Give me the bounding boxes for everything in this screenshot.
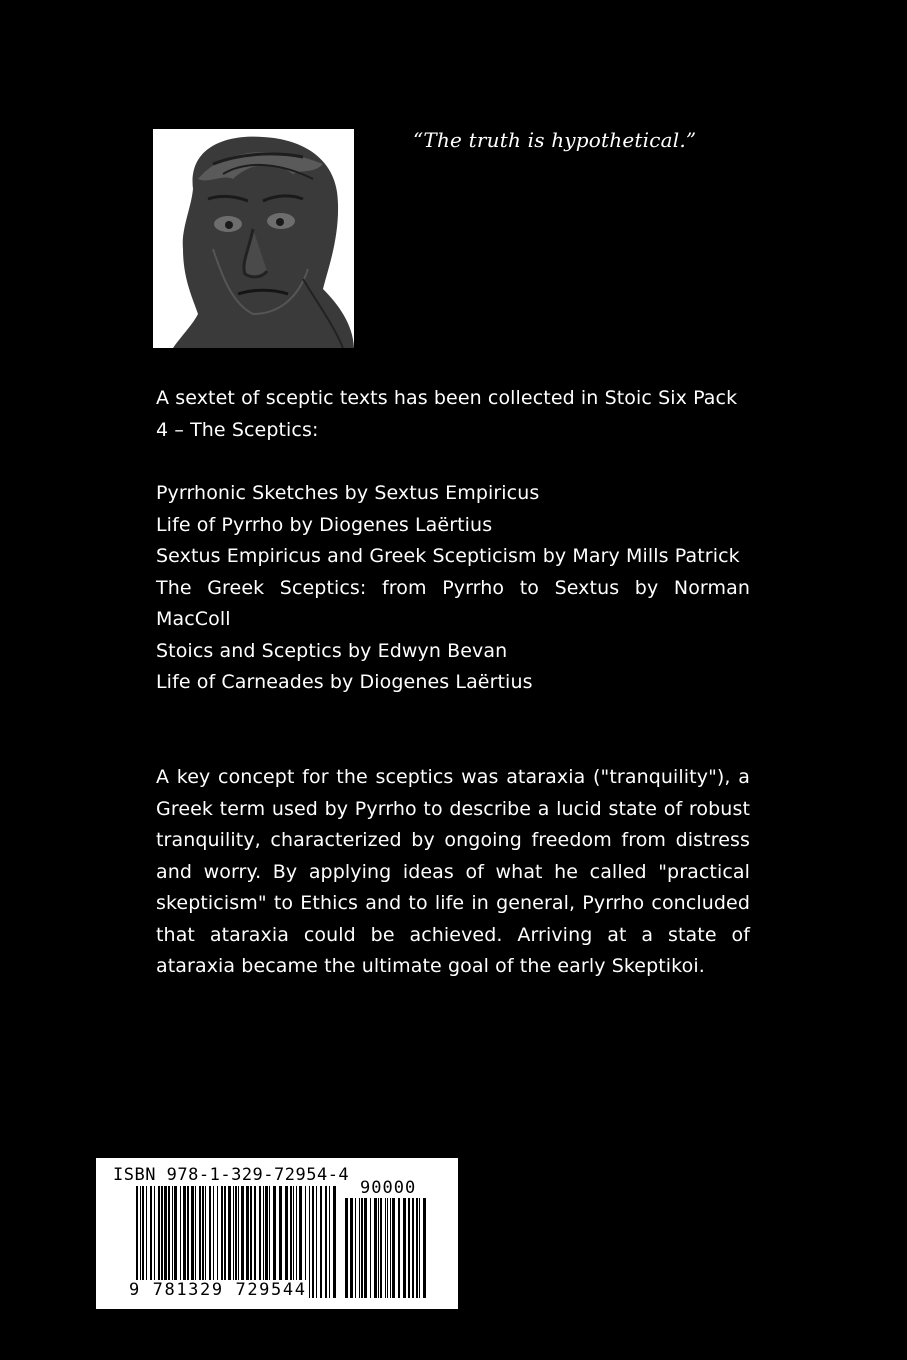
book-list [156, 478, 750, 699]
intro-text: A sextet of sceptic texts has been collected in Stoic Six Pack 4 – The Sceptics: [156, 387, 738, 441]
barcode-bar [374, 1198, 377, 1298]
price-code: 90000 [360, 1178, 417, 1198]
barcode-bar [309, 1186, 310, 1298]
ean-digits-text: 9 781329 729544 [129, 1280, 307, 1300]
barcode-bar [329, 1186, 330, 1298]
barcode-bar [385, 1198, 386, 1298]
barcode-bar [350, 1198, 353, 1298]
barcode-bar [403, 1198, 406, 1298]
barcode-bar [378, 1198, 379, 1298]
barcode-bar [333, 1186, 336, 1298]
barcode-bar [412, 1198, 414, 1298]
barcode-bar [423, 1198, 426, 1298]
book-list-item: Sextus Empiricus and Greek Scepticism by Mary Mills Patrick [156, 545, 740, 567]
barcode-bar [390, 1198, 391, 1298]
book-list-item: Pyrrhonic Sketches by Sextus Empiricus [156, 482, 540, 504]
quote-text: “The truth is hypothetical.” [413, 128, 697, 152]
addon-barcode-bars [345, 1198, 429, 1298]
book-list-item: Life of Pyrrho by Diogenes Laërtius [156, 513, 493, 536]
isbn-label: ISBN 978-1-329-72954-4 [113, 1165, 350, 1185]
barcode-bar [419, 1198, 420, 1298]
book-list-item: Life of Carneades by Diogenes Laërtius [156, 671, 533, 693]
barcode-bar [392, 1198, 395, 1298]
barcode-bar [380, 1198, 382, 1298]
barcode-bar [408, 1198, 410, 1298]
description-paragraph: A key concept for the sceptics was ataraxia ("tranquility"), a Greek term used by Pyrrho to describe a lucid state of robust tranquility, characterized by ongoing freedom from distress and worry. By applying ideas of what he called "practical skepticism" to Ethics and to life in general, Pyrrho concluded that ataraxia could be achieved. Arriving at a state of ataraxia became the ultimate goal of the early Skeptikoi. [156, 766, 750, 977]
barcode-bar [416, 1198, 418, 1298]
barcode-bar [325, 1186, 327, 1298]
barcode-bar [398, 1198, 400, 1298]
barcode-bar [345, 1198, 348, 1298]
barcode-bar [370, 1198, 371, 1298]
portrait-bust-image [153, 129, 354, 348]
barcode-bar [316, 1186, 317, 1298]
book-list-item: The Greek Sceptics: from Pyrrho to Sextus by Norman MacColl [156, 576, 750, 630]
barcode-bar [355, 1198, 356, 1298]
book-list-item: Stoics and Sceptics by Edwyn Bevan [156, 639, 508, 662]
barcode-bar [312, 1186, 314, 1298]
ean-digits [128, 1280, 308, 1300]
barcode-bar [361, 1198, 363, 1298]
isbn-barcode [96, 1158, 458, 1309]
barcode-bar [320, 1186, 322, 1298]
barcode-bar [364, 1198, 367, 1298]
barcode-bar [387, 1198, 388, 1298]
barcode-bar [359, 1198, 360, 1298]
